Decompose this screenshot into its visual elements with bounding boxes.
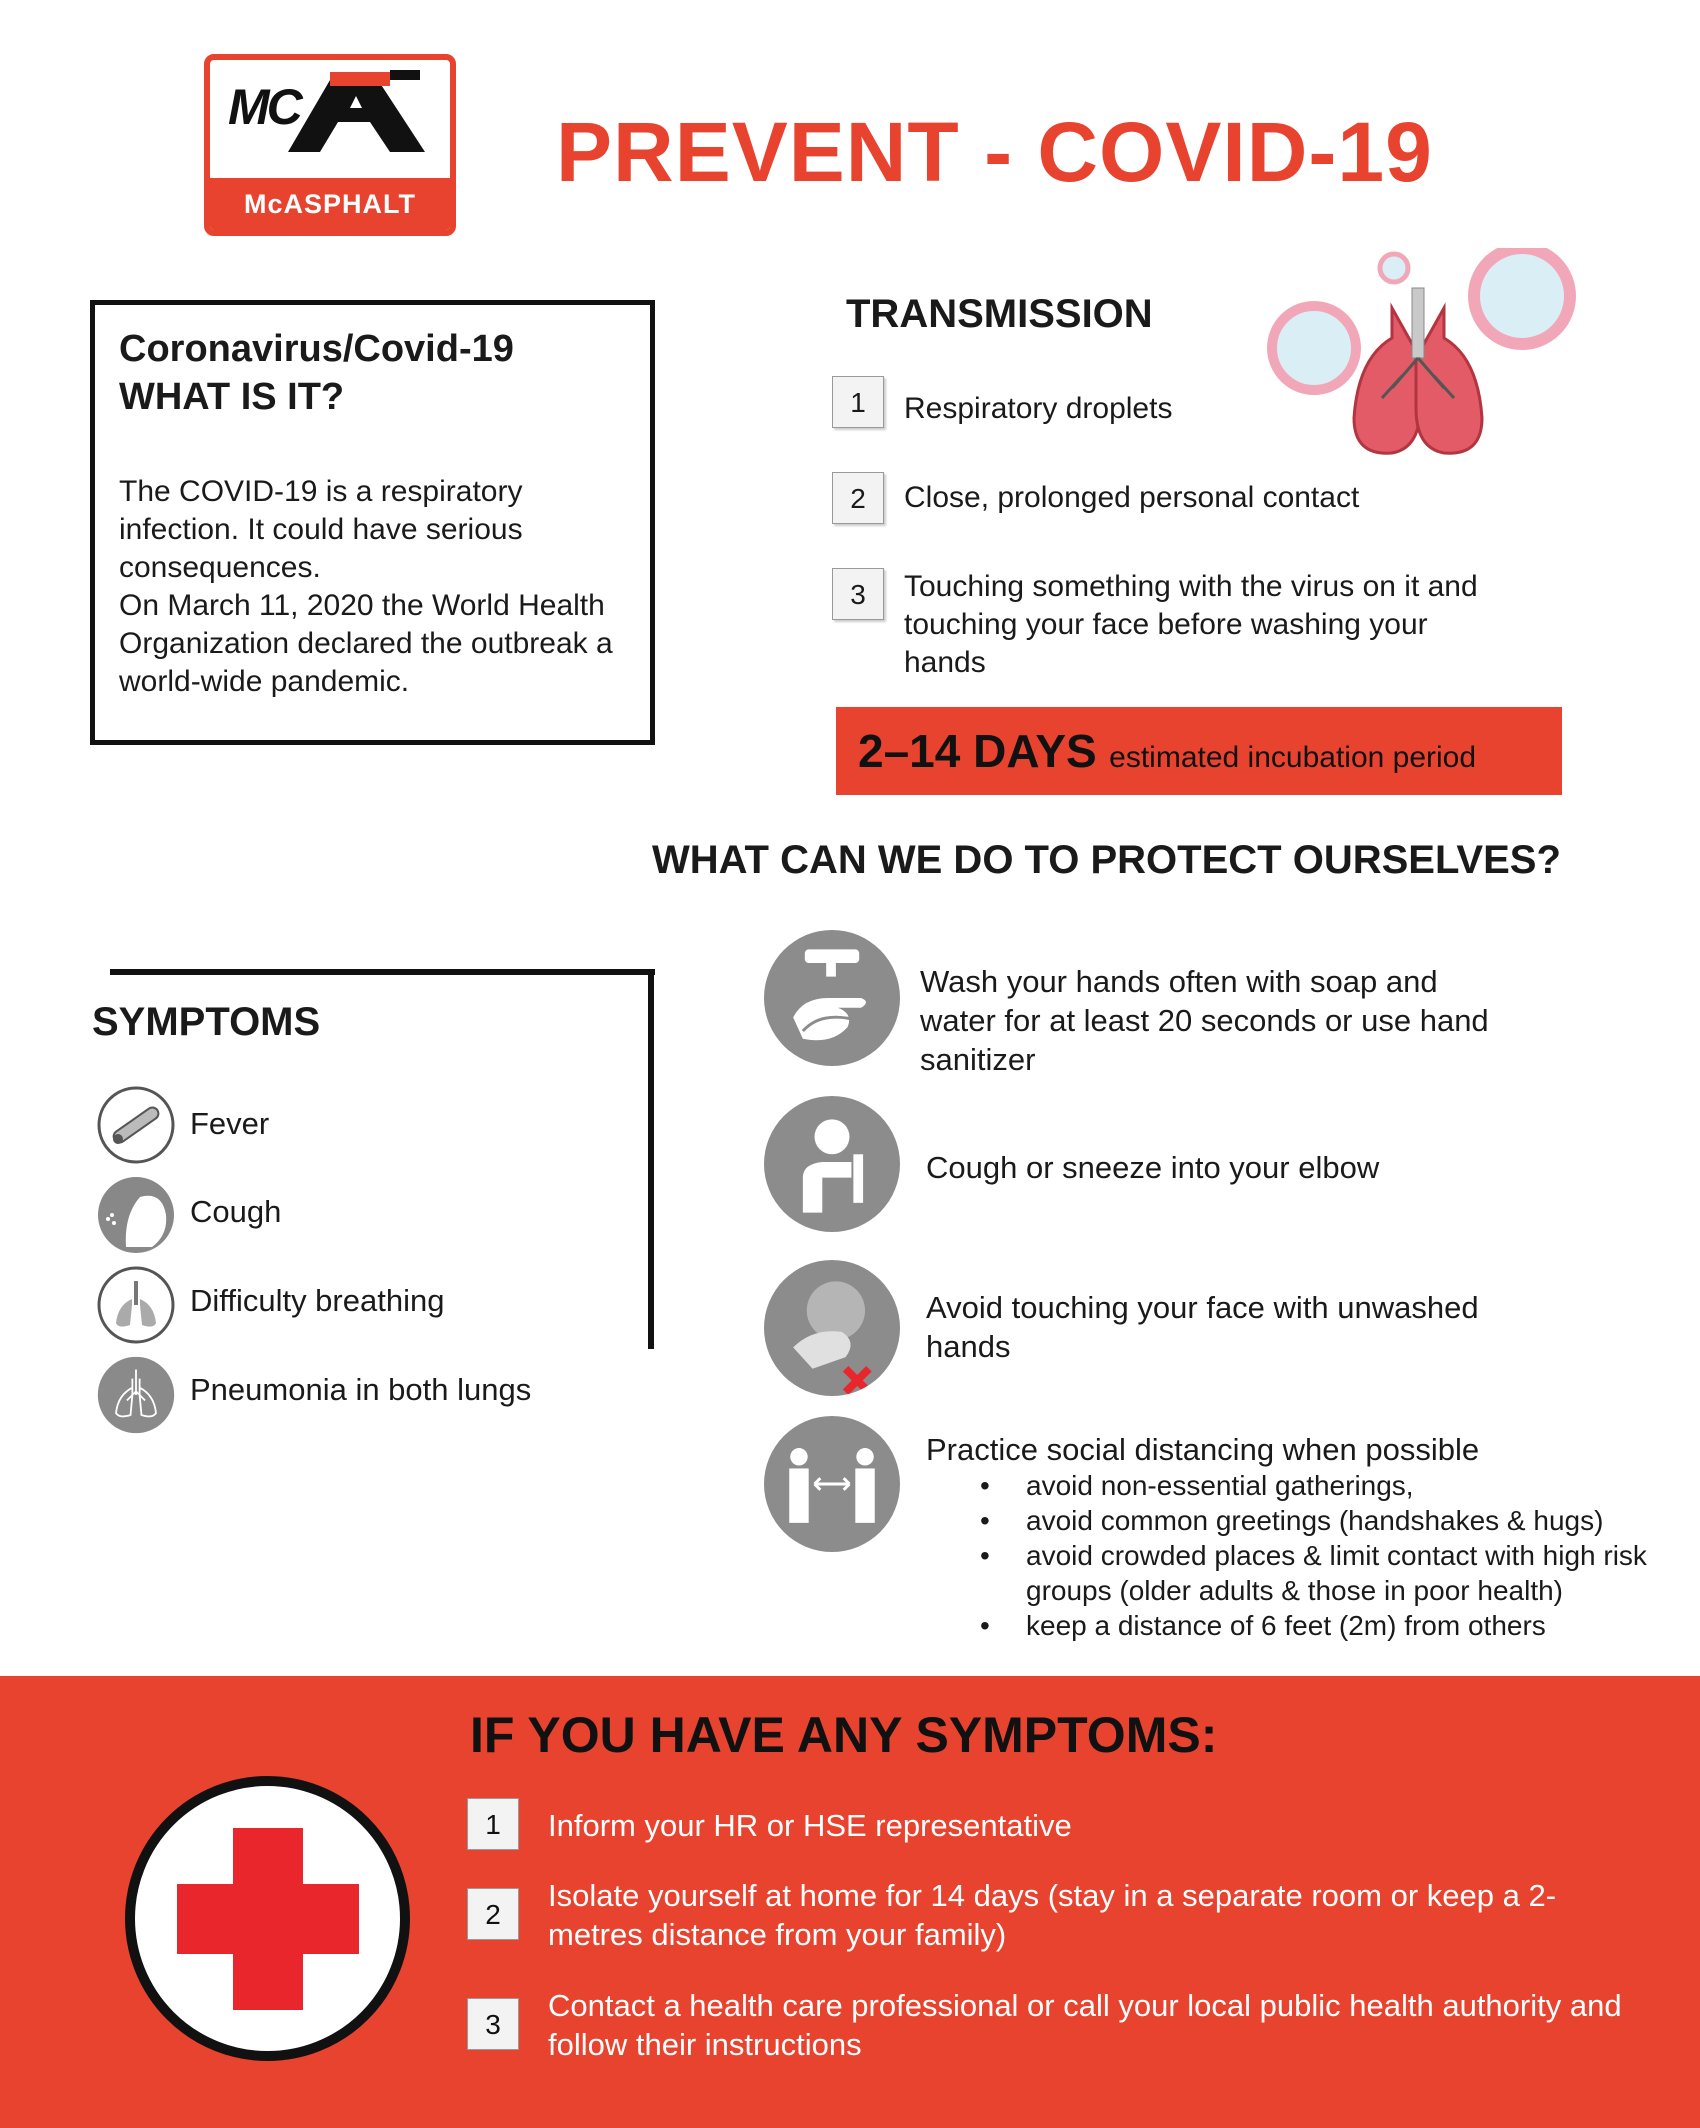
if-symptoms-item-1: Inform your HR or HSE representative <box>548 1808 1072 1843</box>
logo-mark-text: MC <box>228 79 300 135</box>
social-distance-bullets <box>980 1468 1660 1643</box>
page-title: PREVENT - COVID-19 <box>556 105 1433 199</box>
protect-item-2: Cough or sneeze into your elbow <box>926 1150 1380 1185</box>
transmission-item-3: Touching something with the virus on it and touching your face before washing your hands <box>904 570 1478 679</box>
lungs-icon <box>96 1265 176 1345</box>
protect-item-4: Practice social distancing when possible <box>926 1432 1480 1467</box>
what-is-it-heading <box>119 325 626 421</box>
symptom-cough: Cough <box>190 1194 282 1229</box>
what-is-it-body <box>119 473 626 701</box>
what-is-it-para2: On March 11, 2020 the World Health Organization declared the outbreak a world-wide pandemic. <box>119 589 613 698</box>
symptom-pneumonia: Pneumonia in both lungs <box>190 1372 532 1407</box>
what-is-it-heading-line2: WHAT IS IT? <box>119 376 345 418</box>
bullet-item: • keep a distance of 6 feet (2m) from others <box>980 1608 1660 1643</box>
what-is-it-box <box>90 300 655 745</box>
bullet-item: • avoid crowded places & limit contact with high risk groups (older adults & those in poor health) <box>980 1538 1660 1608</box>
if-symptoms-item-2: Isolate yourself at home for 14 days (stay in a separate room or keep a 2-metres distance from your family) <box>548 1878 1557 1952</box>
if-symptoms-number-1: 1 <box>467 1798 519 1850</box>
transmission-heading: TRANSMISSION <box>846 292 1153 336</box>
cross-shape-icon <box>135 1786 400 2051</box>
bullet-item: • avoid common greetings (handshakes & hugs) <box>980 1503 1660 1538</box>
protect-heading: WHAT CAN WE DO TO PROTECT OURSELVES? <box>652 838 1561 882</box>
incubation-text: estimated incubation period <box>1109 741 1477 774</box>
virus-lungs-icon <box>1262 248 1612 468</box>
social-distance-icon <box>764 1416 900 1552</box>
what-is-it-heading-line1: Coronavirus/Covid-19 <box>119 328 514 370</box>
mcasphalt-logo <box>204 54 456 236</box>
transmission-item-2: Close, prolonged personal contact <box>904 481 1360 514</box>
bullet-item: • avoid non-essential gatherings, <box>980 1468 1660 1503</box>
incubation-days: 2–14 DAYS <box>858 725 1097 777</box>
symptom-fever: Fever <box>190 1106 270 1141</box>
pneumonia-lungs-icon <box>96 1355 176 1435</box>
protect-item-1: Wash your hands often with soap and water for at least 20 seconds or use hand sanitizer <box>920 964 1489 1077</box>
hand-washing-icon <box>764 930 900 1066</box>
symptoms-frame-divider <box>110 969 655 975</box>
transmission-item-1: Respiratory droplets <box>904 392 1173 425</box>
red-cross-icon <box>125 1776 410 2061</box>
if-symptoms-heading: IF YOU HAVE ANY SYMPTOMS: <box>470 1707 1218 1763</box>
transmission-number-3: 3 <box>832 568 884 620</box>
thermometer-icon <box>96 1085 176 1165</box>
if-symptoms-number-3: 3 <box>467 1998 519 2050</box>
no-face-touch-icon <box>764 1260 900 1396</box>
transmission-number-1: 1 <box>832 376 884 428</box>
incubation-banner <box>836 707 1562 795</box>
cough-elbow-icon <box>764 1096 900 1232</box>
symptom-difficulty-breathing: Difficulty breathing <box>190 1283 445 1318</box>
logo-brand-text: McASPHALT <box>210 178 450 230</box>
protect-item-3: Avoid touching your face with unwashed hands <box>926 1290 1479 1364</box>
transmission-number-2: 2 <box>832 472 884 524</box>
if-symptoms-number-2: 2 <box>467 1888 519 1940</box>
if-symptoms-item-3: Contact a health care professional or call your local public health authority and follow their instructions <box>548 1988 1622 2062</box>
cough-icon <box>96 1175 176 1255</box>
what-is-it-para1: The COVID-19 is a respiratory infection. It could have serious consequences. <box>119 475 523 584</box>
symptoms-heading: SYMPTOMS <box>92 1000 321 1044</box>
symptoms-frame-divider-side <box>648 969 654 1349</box>
